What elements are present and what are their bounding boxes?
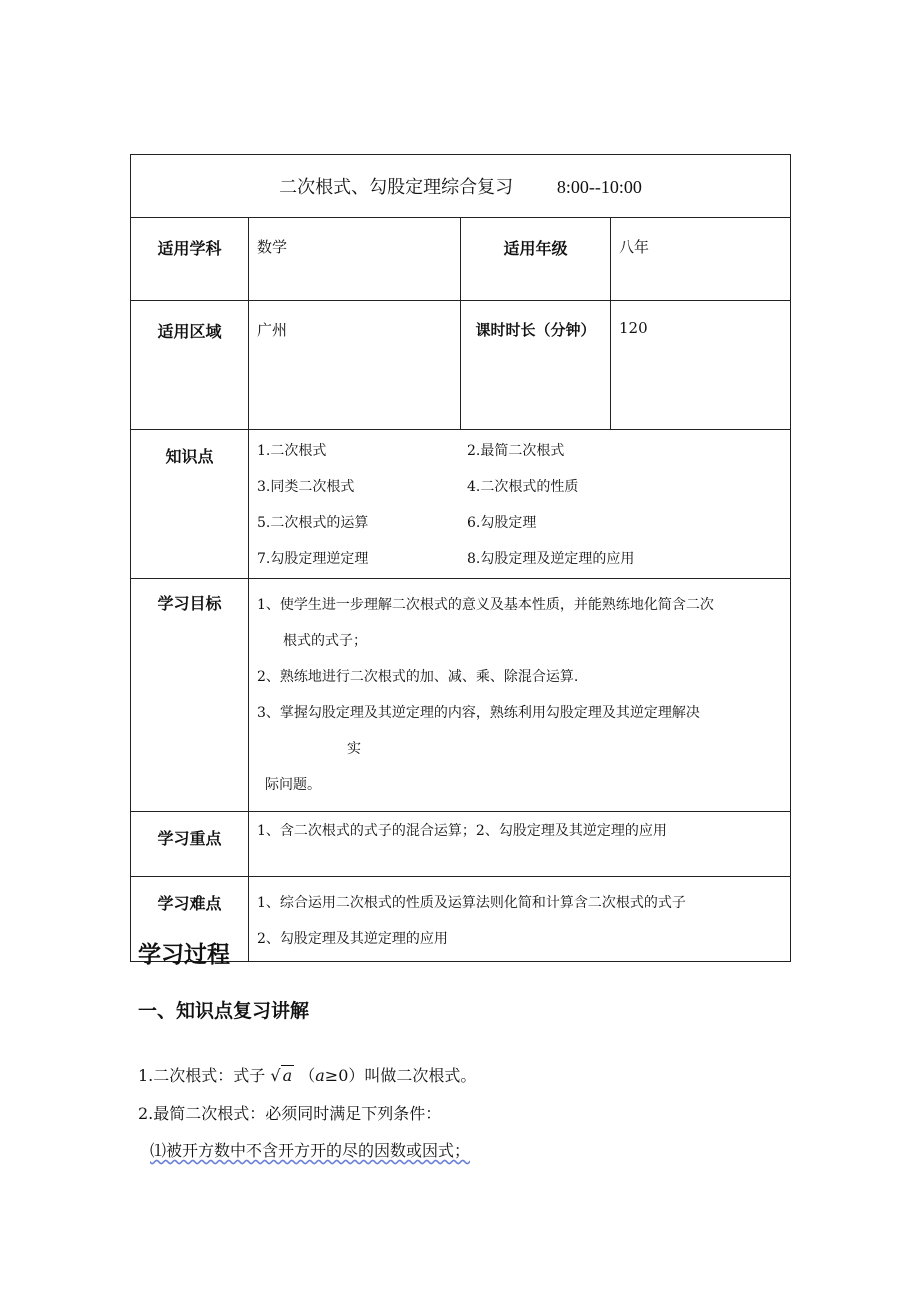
grade-value: 八年 [611, 218, 791, 301]
condition-item-1 [150, 1138, 470, 1161]
knowledge-item: 2.最简二次根式 [467, 443, 565, 459]
goals-cell [249, 579, 791, 812]
duration-label: 课时时长（分钟） [461, 301, 611, 430]
knowledge-item: 4.二次根式的性质 [467, 479, 579, 495]
difficulty-label: 学习难点 [131, 877, 249, 962]
knowledge-cell [249, 430, 791, 579]
lesson-info-table [130, 154, 791, 962]
title-row [131, 155, 791, 218]
focus-label: 学习重点 [131, 812, 249, 877]
focus-text: 1、含二次根式的式子的混合运算；2、勾股定理及其逆定理的应用 [257, 823, 667, 839]
knowledge-label: 知识点 [131, 430, 249, 579]
lesson-time: 8:00--10:00 [556, 177, 642, 197]
goals-text [249, 579, 790, 811]
grade-label: 适用年级 [461, 218, 611, 301]
review-subtitle: 一、知识点复习讲解 [138, 1000, 310, 1022]
knowledge-item: 6.勾股定理 [467, 515, 537, 531]
sqrt-icon: √ a [270, 1066, 293, 1085]
duration-value: 120 [611, 301, 791, 430]
focus-cell [249, 812, 791, 877]
difficulty-cell [249, 877, 791, 962]
region-value: 广州 [249, 301, 461, 430]
radicand: a [282, 1066, 293, 1085]
subject-label: 适用学科 [131, 218, 249, 301]
knowledge-item: 1.二次根式 [257, 443, 327, 459]
goal-line: 际问题。 [265, 777, 321, 793]
process-title: 学习过程 [138, 942, 230, 968]
lesson-title: 二次根式、勾股定理综合复习 [279, 177, 514, 198]
condition-item-text: ⑴被开方数中不含开方开的尽的因数或因式； [150, 1141, 471, 1160]
knowledge-list [249, 430, 790, 578]
region-label: 适用区域 [131, 301, 249, 430]
knowledge-item: 8.勾股定理及逆定理的应用 [467, 551, 635, 567]
knowledge-item: 3.同类二次根式 [257, 479, 355, 495]
difficulty-text [249, 877, 790, 961]
goal-line: 3、掌握勾股定理及其逆定理的内容，熟练利用勾股定理及其逆定理解决 [257, 705, 700, 721]
condition-open: （ [299, 1066, 316, 1085]
goal-line: 2、熟练地进行二次根式的加、减、乘、除混合运算. [257, 669, 579, 685]
goal-line: 实 [347, 741, 361, 757]
condition-rest: ≥0）叫做二次根式。 [324, 1066, 477, 1085]
subject-value: 数学 [249, 218, 461, 301]
knowledge-item: 7.勾股定理逆定理 [257, 551, 369, 567]
difficulty-line: 1、综合运用二次根式的性质及运算法则化简和计算含二次根式的式子 [257, 895, 686, 911]
definition-radical [138, 1063, 476, 1086]
goals-label: 学习目标 [131, 579, 249, 812]
difficulty-line: 2、勾股定理及其逆定理的应用 [257, 931, 448, 947]
definition-prefix: 1.二次根式：式子 [138, 1066, 266, 1085]
condition-var: a [315, 1066, 325, 1085]
goal-line: 1、使学生进一步理解二次根式的意义及基本性质，并能熟练地化简含二次 [257, 597, 714, 613]
knowledge-item: 5.二次根式的运算 [257, 515, 369, 531]
goal-line: 根式的式子； [283, 633, 367, 649]
definition-simplest: 2.最简二次根式：必须同时满足下列条件： [138, 1104, 442, 1123]
